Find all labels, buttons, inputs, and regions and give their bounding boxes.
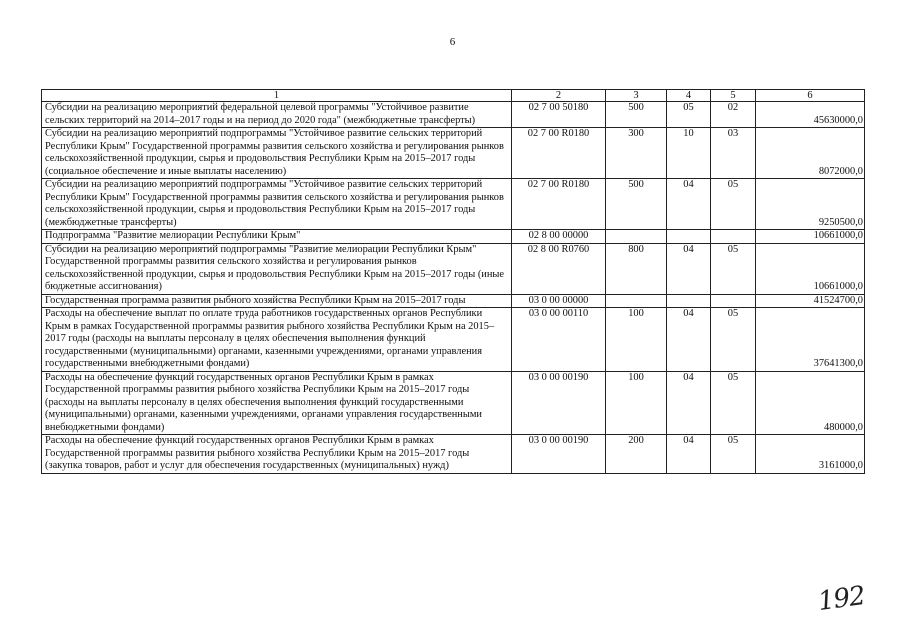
row-expense-type: 500 <box>606 179 667 230</box>
row-subsection: 05 <box>711 243 756 294</box>
row-code: 02 8 00 R0760 <box>512 243 606 294</box>
row-amount: 37641300,0 <box>756 308 865 372</box>
row-name: Расходы на обеспечение функций государственных органов Республики Крым в рамках Государственной программы развития рыбного хозяйства Республики Крым на 2015–2017 годы (закупка товаров, работ и услуг для обеспечения государственных (муниципальных) нужд) <box>42 435 512 474</box>
row-code: 03 0 00 00110 <box>512 308 606 372</box>
budget-table <box>41 89 865 474</box>
table-row <box>42 294 865 308</box>
page-number: 6 <box>449 36 456 48</box>
row-section <box>667 294 711 308</box>
row-name: Субсидии на реализацию мероприятий подпрограммы "Развитие мелиорации Республики Крым" Государственной программы развития сельского хозяйства и регулирования рынков сельскохозяйственной продукции, сырья и продовольствия Республики Крым на 2015–2017 годы (иные бюджетные ассигнования) <box>42 243 512 294</box>
column-header: 1 <box>42 90 512 102</box>
handwritten-page-mark: 192 <box>816 580 867 618</box>
table-row <box>42 230 865 244</box>
column-header: 2 <box>512 90 606 102</box>
row-section: 04 <box>667 243 711 294</box>
row-subsection: 05 <box>711 179 756 230</box>
row-amount: 9250500,0 <box>756 179 865 230</box>
row-section: 10 <box>667 128 711 179</box>
row-name: Подпрограмма "Развитие мелиорации Республики Крым" <box>42 230 512 244</box>
row-name: Расходы на обеспечение выплат по оплате труда работников государственных органов Республики Крым в рамках Государственной программы развития рыбного хозяйства Республики Крым на 2015–2017 годы (расходы на выплаты персоналу в целях обеспечения выполнения функций государственными (муниципальными) органами, казенными учреждениями, органами управления государственными внебюджетными фондами) <box>42 308 512 372</box>
row-amount: 41524700,0 <box>756 294 865 308</box>
row-expense-type: 800 <box>606 243 667 294</box>
row-amount: 3161000,0 <box>756 435 865 474</box>
row-expense-type: 100 <box>606 308 667 372</box>
row-subsection: 05 <box>711 435 756 474</box>
row-code: 03 0 00 00190 <box>512 435 606 474</box>
row-expense-type <box>606 294 667 308</box>
row-code: 02 7 00 R0180 <box>512 128 606 179</box>
table-row <box>42 179 865 230</box>
row-code: 03 0 00 00000 <box>512 294 606 308</box>
row-name: Расходы на обеспечение функций государственных органов Республики Крым в рамках Государственной программы развития рыбного хозяйства Республики Крым на 2015–2017 годы (расходы на выплаты персоналу в целях обеспечения выполнения функций государственными (муниципальными) органами, казенными учреждениями, органами управления государственными внебюджетными фондами) <box>42 371 512 435</box>
row-name: Субсидии на реализацию мероприятий подпрограммы "Устойчивое развитие сельских территорий Республики Крым" Государственной программы развития сельского хозяйства и регулирования рынков сельскохозяйственной продукции, сырья и продовольствия Республики Крым на 2015–2017 годы (межбюджетные трансферты) <box>42 179 512 230</box>
table-row <box>42 435 865 474</box>
row-subsection: 05 <box>711 308 756 372</box>
row-expense-type <box>606 230 667 244</box>
table-row <box>42 243 865 294</box>
row-expense-type: 500 <box>606 102 667 128</box>
row-section: 04 <box>667 179 711 230</box>
row-name: Государственная программа развития рыбного хозяйства Республики Крым на 2015–2017 годы <box>42 294 512 308</box>
row-code: 03 0 00 00190 <box>512 371 606 435</box>
column-header: 4 <box>667 90 711 102</box>
row-subsection <box>711 294 756 308</box>
row-amount: 480000,0 <box>756 371 865 435</box>
row-expense-type: 300 <box>606 128 667 179</box>
row-name: Субсидии на реализацию мероприятий федеральной целевой программы "Устойчивое развитие сельских территорий на 2014–2017 годы и на период до 2020 года" (межбюджетные трансферты) <box>42 102 512 128</box>
row-code: 02 7 00 R0180 <box>512 179 606 230</box>
row-subsection: 03 <box>711 128 756 179</box>
table-row <box>42 128 865 179</box>
row-expense-type: 200 <box>606 435 667 474</box>
row-subsection: 05 <box>711 371 756 435</box>
row-amount: 10661000,0 <box>756 230 865 244</box>
row-amount: 8072000,0 <box>756 128 865 179</box>
row-name: Субсидии на реализацию мероприятий подпрограммы "Устойчивое развитие сельских территорий Республики Крым" Государственной программы развития сельского хозяйства и регулирования рынков сельскохозяйственной продукции, сырья и продовольствия Республики Крым на 2015–2017 годы (социальное обеспечение и иные выплаты населению) <box>42 128 512 179</box>
table-row <box>42 308 865 372</box>
row-expense-type: 100 <box>606 371 667 435</box>
row-section: 04 <box>667 371 711 435</box>
row-code: 02 7 00 50180 <box>512 102 606 128</box>
column-header: 3 <box>606 90 667 102</box>
row-section: 05 <box>667 102 711 128</box>
column-header: 5 <box>711 90 756 102</box>
row-section: 04 <box>667 435 711 474</box>
column-header: 6 <box>756 90 865 102</box>
table-row <box>42 102 865 128</box>
header-row <box>42 90 865 102</box>
row-section <box>667 230 711 244</box>
row-amount: 45630000,0 <box>756 102 865 128</box>
row-amount: 10661000,0 <box>756 243 865 294</box>
row-section: 04 <box>667 308 711 372</box>
row-subsection <box>711 230 756 244</box>
table-row <box>42 371 865 435</box>
row-subsection: 02 <box>711 102 756 128</box>
row-code: 02 8 00 00000 <box>512 230 606 244</box>
